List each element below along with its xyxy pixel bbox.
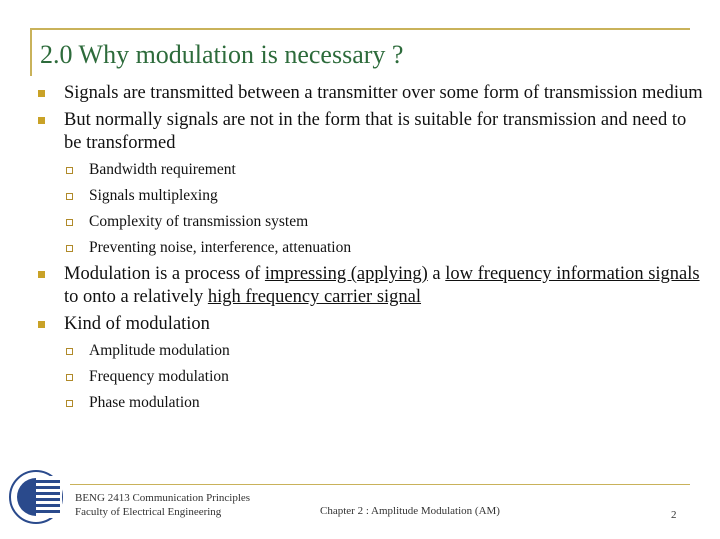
underlined-phrase: high frequency carrier signal [207,287,422,307]
bullet-text: But normally signals are not in the form that is suitable for transmission and need to be transformed [64,110,687,153]
bullet-item [36,82,706,105]
bullet-text: Kind of modulation [64,314,210,334]
hollow-square-bullet-icon [66,219,73,226]
bullet-item [36,263,706,309]
sub-bullet-item [36,392,706,414]
sub-bullet-item [36,185,706,207]
underlined-phrase: impressing (applying) [264,264,428,284]
sub-bullet-item [36,340,706,362]
chapter-label: Chapter 2 : Amplitude Modulation (AM) [320,505,500,517]
bullet-text-part: to onto a relatively [64,287,208,307]
sub-bullet-text: Signals multiplexing [89,187,218,204]
university-logo-icon [6,468,66,526]
sub-bullet-text: Complexity of transmission system [89,213,309,230]
square-bullet-icon [38,117,45,124]
course-name: BENG 2413 Communication Principles [75,492,251,504]
sub-bullet-text: Phase modulation [89,394,200,411]
footer-rule [70,484,690,485]
sub-bullet-text: Bandwidth requirement [89,161,236,178]
title-rule-left [30,28,32,76]
bullet-text: Signals are transmitted between a transmitter over some form of transmission medium [64,83,703,103]
title-rule-top [30,28,690,30]
slide-title: 2.0 Why modulation is necessary ? [40,40,404,69]
slide-content [36,82,706,418]
hollow-square-bullet-icon [66,348,73,355]
bullet-item [36,109,706,155]
square-bullet-icon [38,271,45,278]
sub-bullet-item [36,366,706,388]
sub-bullet-text: Amplitude modulation [89,342,230,359]
sub-bullet-text: Preventing noise, interference, attenuation [89,239,352,256]
sub-bullet-item [36,159,706,181]
sub-bullet-text: Frequency modulation [89,368,229,385]
footer-course-info [75,491,250,519]
sub-bullet-item [36,237,706,259]
underlined-phrase: low frequency information signals [445,264,700,284]
square-bullet-icon [38,321,45,328]
page-number: 2 [671,509,677,521]
bullet-text-part: a [427,264,446,284]
hollow-square-bullet-icon [66,167,73,174]
bullet-item [36,313,706,336]
bullet-text-part: Modulation is a process of [64,264,265,284]
hollow-square-bullet-icon [66,400,73,407]
faculty-name: Faculty of Electrical Engineering [75,506,222,518]
sub-bullet-item [36,211,706,233]
hollow-square-bullet-icon [66,374,73,381]
hollow-square-bullet-icon [66,193,73,200]
square-bullet-icon [38,90,45,97]
hollow-square-bullet-icon [66,245,73,252]
